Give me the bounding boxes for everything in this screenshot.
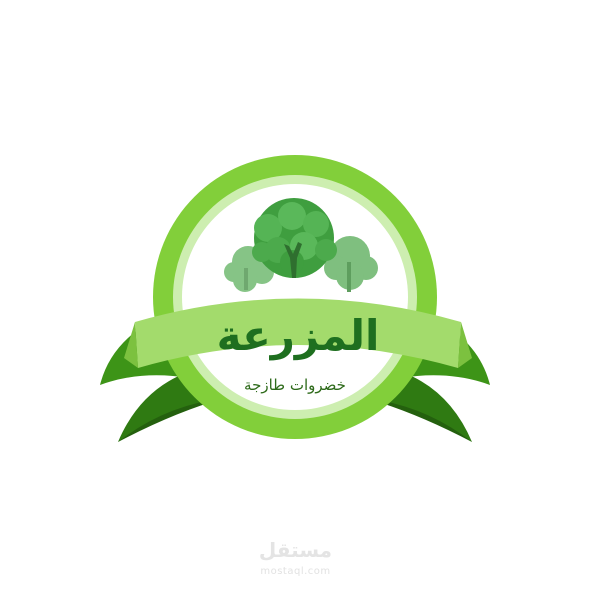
logo-title: المزرعة (216, 311, 380, 360)
logo-tagline: خضروات طازجة (244, 376, 346, 394)
watermark-latin: mostaql.com (260, 566, 331, 577)
watermark-arabic: مستقل (258, 538, 333, 562)
